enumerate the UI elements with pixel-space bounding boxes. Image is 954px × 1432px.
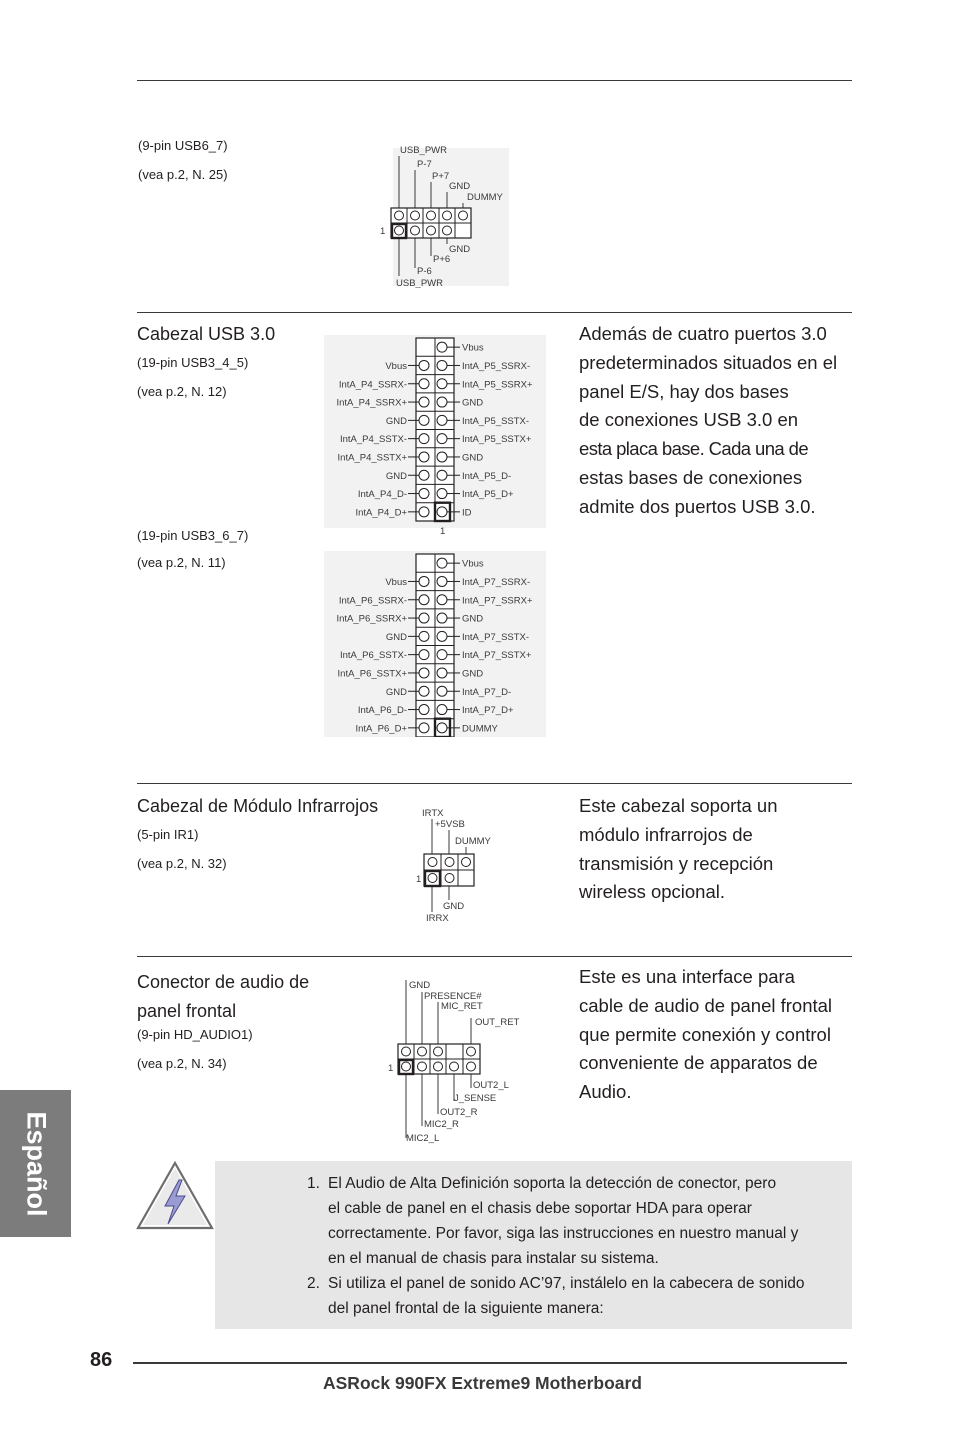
ir-ref: (vea p.2, N. 32) <box>137 856 227 871</box>
usb3-b-ref: (vea p.2, N. 11) <box>137 555 226 570</box>
pin-label-right: DUMMY <box>462 723 498 735</box>
footer-rule <box>133 1362 847 1364</box>
usb2-lbl-p-plus6: P+6 <box>433 254 451 265</box>
warning-icon <box>135 1160 215 1232</box>
usb3-desc-line: predeterminados situados en el <box>579 351 838 373</box>
audio-lbl-out-ret: OUT_RET <box>475 1017 520 1028</box>
pin-label-right: Vbus <box>462 342 484 354</box>
usb3-desc-line: esta placa base. Cada una de <box>579 438 809 460</box>
ir-lbl-irtx: IRTX <box>422 808 444 819</box>
usb2-lbl-usb-pwr-bottom: USB_PWR <box>396 278 443 288</box>
audio-desc-line: que permite conexión y control <box>579 1023 831 1045</box>
pin-label-left: Vbus <box>385 360 407 372</box>
pin-label-left: IntA_P4_SSTX- <box>339 434 407 446</box>
usb2-pin1: 1 <box>380 226 386 237</box>
pin-label-left: IntA_P4_D- <box>357 489 407 501</box>
note-item-line: el cable de panel en el chasis debe soportar HDA para operar <box>328 1200 752 1217</box>
note-item-number: 2. <box>307 1275 320 1292</box>
usb3-4-5-pin-diagram <box>324 335 546 540</box>
note-item-line: en el manual de chasis para instalar su sistema. <box>328 1250 659 1267</box>
top-rule <box>137 80 852 81</box>
note-box <box>215 1161 852 1329</box>
ir-lbl-gnd: GND <box>443 901 465 912</box>
pin-label-left: IntA_P4_SSRX- <box>338 379 407 391</box>
pin-label-left: GND <box>385 470 407 482</box>
audio-desc-line: cable de audio de panel frontal <box>579 994 833 1016</box>
usb3-a-pin-name: (19-pin USB3_4_5) <box>137 355 249 370</box>
audio-lbl-presence: PRESENCE# <box>424 991 482 1002</box>
audio-pin-name: (9-pin HD_AUDIO1) <box>137 1027 253 1042</box>
usb3-desc-line: admite dos puertos USB 3.0. <box>579 495 816 517</box>
audio-title-line: Conector de audio de <box>137 972 310 992</box>
pin-label-right: IntA_P7_D- <box>462 686 512 698</box>
usb2-lbl-p-plus7: P+7 <box>432 171 450 182</box>
pin1-label: 1 <box>440 526 446 537</box>
language-tab-label: Español <box>21 1110 51 1217</box>
pin-label-right: GND <box>462 452 484 464</box>
usb2-lbl-gnd-bottom: GND <box>449 244 471 255</box>
ir-desc-line: módulo infrarrojos de <box>579 823 753 845</box>
section-rule-audio <box>137 956 852 957</box>
pin-label-right: IntA_P7_SSRX+ <box>462 595 533 607</box>
note-item-line: correctamente. Por favor, siga las instrucciones en nuestro manual y <box>328 1225 799 1242</box>
note-item-1 <box>307 1171 847 1271</box>
audio-pin1: 1 <box>388 1063 394 1074</box>
ir-lbl-5vsb: +5VSB <box>435 819 465 830</box>
audio-ref: (vea p.2, N. 34) <box>137 1056 227 1071</box>
usb3-desc-line: panel E/S, hay dos bases <box>579 380 789 402</box>
pin-label-right: IntA_P7_SSTX+ <box>462 650 532 662</box>
pin-label-left: IntA_P4_SSTX+ <box>337 452 407 464</box>
ir-lbl-irrx: IRRX <box>426 913 449 924</box>
pin-label-right: Vbus <box>462 558 484 570</box>
audio-lbl-mic2-l: MIC2_L <box>406 1133 440 1144</box>
footer-title: ASRock 990FX Extreme9 Motherboard <box>323 1373 642 1393</box>
audio-title <box>137 968 309 1026</box>
ir-desc-line: Este cabezal soporta un <box>579 795 778 816</box>
audio-desc-line: Audio. <box>579 1081 632 1103</box>
ir-pin-name: (5-pin IR1) <box>137 827 199 842</box>
pin-label-right: IntA_P7_SSTX- <box>462 631 530 643</box>
audio-desc-line: conveniente de apparatos de <box>579 1052 818 1074</box>
ir-lbl-dummy: DUMMY <box>455 836 491 847</box>
ir-desc-line: wireless opcional. <box>579 881 726 903</box>
usb2-lbl-gnd-top: GND <box>449 181 471 192</box>
usb2-pin-diagram <box>375 140 515 288</box>
usb3-desc-line: estas bases de conexiones <box>579 466 803 488</box>
note-item-line: Si utiliza el panel de sonido AC’97, instálelo en la cabecera de sonido <box>328 1275 805 1292</box>
usb3-desc-line: Además de cuatro puertos 3.0 <box>579 323 827 344</box>
usb3-description <box>579 320 859 522</box>
ir-desc-line: transmisión y recepción <box>579 852 774 874</box>
pin-label-right: IntA_P5_SSTX- <box>462 415 530 427</box>
note-item-2 <box>307 1271 847 1321</box>
pin-label-left: GND <box>385 686 407 698</box>
note-item-line: del panel frontal de la siguiente manera: <box>328 1300 604 1317</box>
ir-title: Cabezal de Módulo Infrarrojos <box>137 796 379 816</box>
pin-label-right: GND <box>462 613 484 625</box>
pin-label-left: IntA_P6_D- <box>357 705 407 717</box>
section-rule-usb3 <box>137 312 852 313</box>
usb3-title: Cabezal USB 3.0 <box>137 324 276 344</box>
pin-label-left: IntA_P4_SSRX+ <box>336 397 407 409</box>
pin-label-right: IntA_P5_D+ <box>462 489 514 501</box>
pin-label-right: GND <box>462 668 484 680</box>
audio-pin-diagram <box>385 976 525 1146</box>
usb2-lbl-usb-pwr-top: USB_PWR <box>400 145 447 156</box>
pin-label-left: IntA_P6_SSRX+ <box>336 613 407 625</box>
usb3-a-ref: (vea p.2, N. 12) <box>137 384 227 399</box>
ir-pin-diagram <box>412 806 512 924</box>
audio-title-line: panel frontal <box>137 1001 237 1021</box>
pin-label-right: IntA_P5_SSRX+ <box>462 379 533 391</box>
pin-label-left: IntA_P6_SSTX+ <box>337 668 407 680</box>
pin-label-left: IntA_P6_SSRX- <box>338 595 407 607</box>
pin-label-left: IntA_P4_D+ <box>355 507 407 519</box>
ir-pin1: 1 <box>416 874 422 885</box>
audio-desc-line: Este es una interface para <box>579 966 795 987</box>
pin-label-right: IntA_P5_D- <box>462 470 512 482</box>
pin-label-right: ID <box>462 507 472 519</box>
audio-description <box>579 963 859 1107</box>
usb2-lbl-p-6: P-6 <box>417 266 432 277</box>
audio-lbl-mic-ret: MIC_RET <box>441 1001 483 1012</box>
usb3-6-7-pin-diagram <box>324 551 546 737</box>
pin-label-right: IntA_P7_D+ <box>462 705 514 717</box>
note-item-line: El Audio de Alta Definición soporta la detección de conector, pero <box>328 1175 777 1192</box>
usb3-b-pin-name: (19-pin USB3_6_7) <box>137 528 249 543</box>
note-item-number: 1. <box>307 1175 320 1192</box>
audio-lbl-out2-r: OUT2_R <box>440 1107 478 1118</box>
pin-label-right: IntA_P5_SSRX- <box>462 360 531 372</box>
language-tab <box>0 1090 71 1237</box>
usb3-desc-line: de conexiones USB 3.0 en <box>579 409 799 431</box>
pin-label-right: IntA_P7_SSRX- <box>462 576 531 588</box>
usb2-pin-name: (9-pin USB6_7) <box>138 138 228 153</box>
usb2-lbl-p-7: P-7 <box>417 159 432 170</box>
audio-lbl-out2-l: OUT2_L <box>473 1080 509 1091</box>
page-number: 86 <box>90 1349 113 1371</box>
usb2-lbl-dummy: DUMMY <box>467 192 503 203</box>
pin-label-left: GND <box>385 631 407 643</box>
audio-lbl-j-sense: J_SENSE <box>454 1093 497 1104</box>
pin-label-left: GND <box>385 415 407 427</box>
audio-lbl-mic2-r: MIC2_R <box>424 1119 459 1130</box>
ir-description <box>579 792 859 907</box>
pin-label-left: IntA_P6_D+ <box>355 723 407 735</box>
audio-lbl-gnd: GND <box>409 980 431 991</box>
pin-label-right: GND <box>462 397 484 409</box>
section-rule-ir <box>137 783 852 784</box>
pin-label-left: Vbus <box>385 576 407 588</box>
pin-label-left: IntA_P6_SSTX- <box>339 650 407 662</box>
pin-label-right: IntA_P5_SSTX+ <box>462 434 532 446</box>
usb2-ref: (vea p.2, N. 25) <box>138 167 228 182</box>
